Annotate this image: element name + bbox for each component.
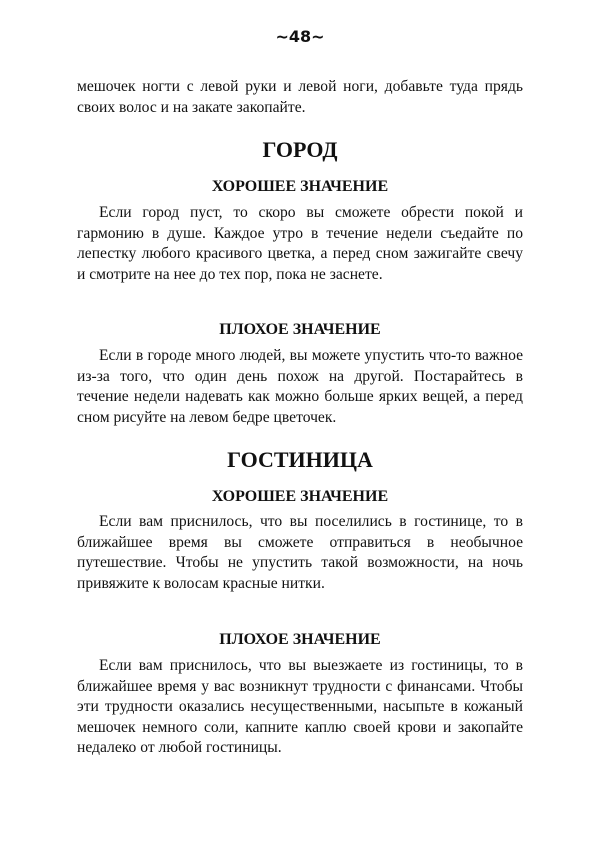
good-meaning-heading: ХОРОШЕЕ ЗНАЧЕНИЕ <box>211 178 389 195</box>
good-meaning-paragraph <box>77 203 523 285</box>
text-line: привяжите к волосам красные нитки. <box>77 574 325 592</box>
bad-meaning-paragraph <box>77 656 523 759</box>
text-line: гармонию в душе. Каждое утро в течение недели съедайте по <box>77 224 523 242</box>
text-line: Если вам приснилось, что вы поселились в гостинице, то в <box>99 513 523 530</box>
text-line: ближайшее время у вас возникнут трудности с финансами. Чтобы <box>77 677 523 695</box>
section-title-gostinitsa: ГОСТИНИЦА <box>227 447 373 472</box>
text-line: Если вам приснилось, что вы выезжаете из гостиницы, то в <box>99 657 523 674</box>
text-line: мешочек ногти с левой руки и левой ноги, добавьте туда прядь <box>77 78 523 95</box>
text-line: недалеко от любой гостиницы. <box>77 739 282 756</box>
good-meaning-paragraph <box>77 512 523 594</box>
text-line: путешествие. Чтобы не упустить такой возможности, на ночь <box>77 554 523 571</box>
text-line: эти трудности оказались несущественными, насыпьте в кожаный <box>77 698 523 715</box>
text-line: ближайшее время вы сможете отправиться в необычное <box>77 533 523 551</box>
text-line: из-за того, что один день похож на другой. Постарайтесь в <box>77 367 523 385</box>
text-line: Если в городе много людей, вы можете упустить что-то важное <box>99 347 523 364</box>
text-line: сном рисуйте на левом бедре цветочек. <box>77 408 337 426</box>
good-meaning-heading: ХОРОШЕЕ ЗНАЧЕНИЕ <box>211 488 389 505</box>
bad-meaning-heading: ПЛОХОЕ ЗНАЧЕНИЕ <box>219 321 381 338</box>
text-line: мешочек немного соли, капните каплю своей крови и закопайте <box>77 718 523 736</box>
text-line: лепестку любого красивого цветка, а перед сном зажигайте свечу <box>77 245 523 262</box>
text-line: Если город пуст, то скоро вы сможете обрести покой и <box>99 204 523 221</box>
text-line: и смотрите на нее до тех пор, пока не заснете. <box>77 265 383 283</box>
bad-meaning-heading: ПЛОХОЕ ЗНАЧЕНИЕ <box>219 631 381 648</box>
bad-meaning-paragraph <box>77 346 523 428</box>
text-line: течение недели надевать как можно больше ярких вещей, а перед <box>77 388 523 405</box>
intro-paragraph <box>77 77 523 118</box>
page-number: ~48~ <box>275 27 325 46</box>
section-title-gorod: ГОРОД <box>262 137 338 162</box>
text-line: своих волос и на закате закопайте. <box>77 98 306 116</box>
